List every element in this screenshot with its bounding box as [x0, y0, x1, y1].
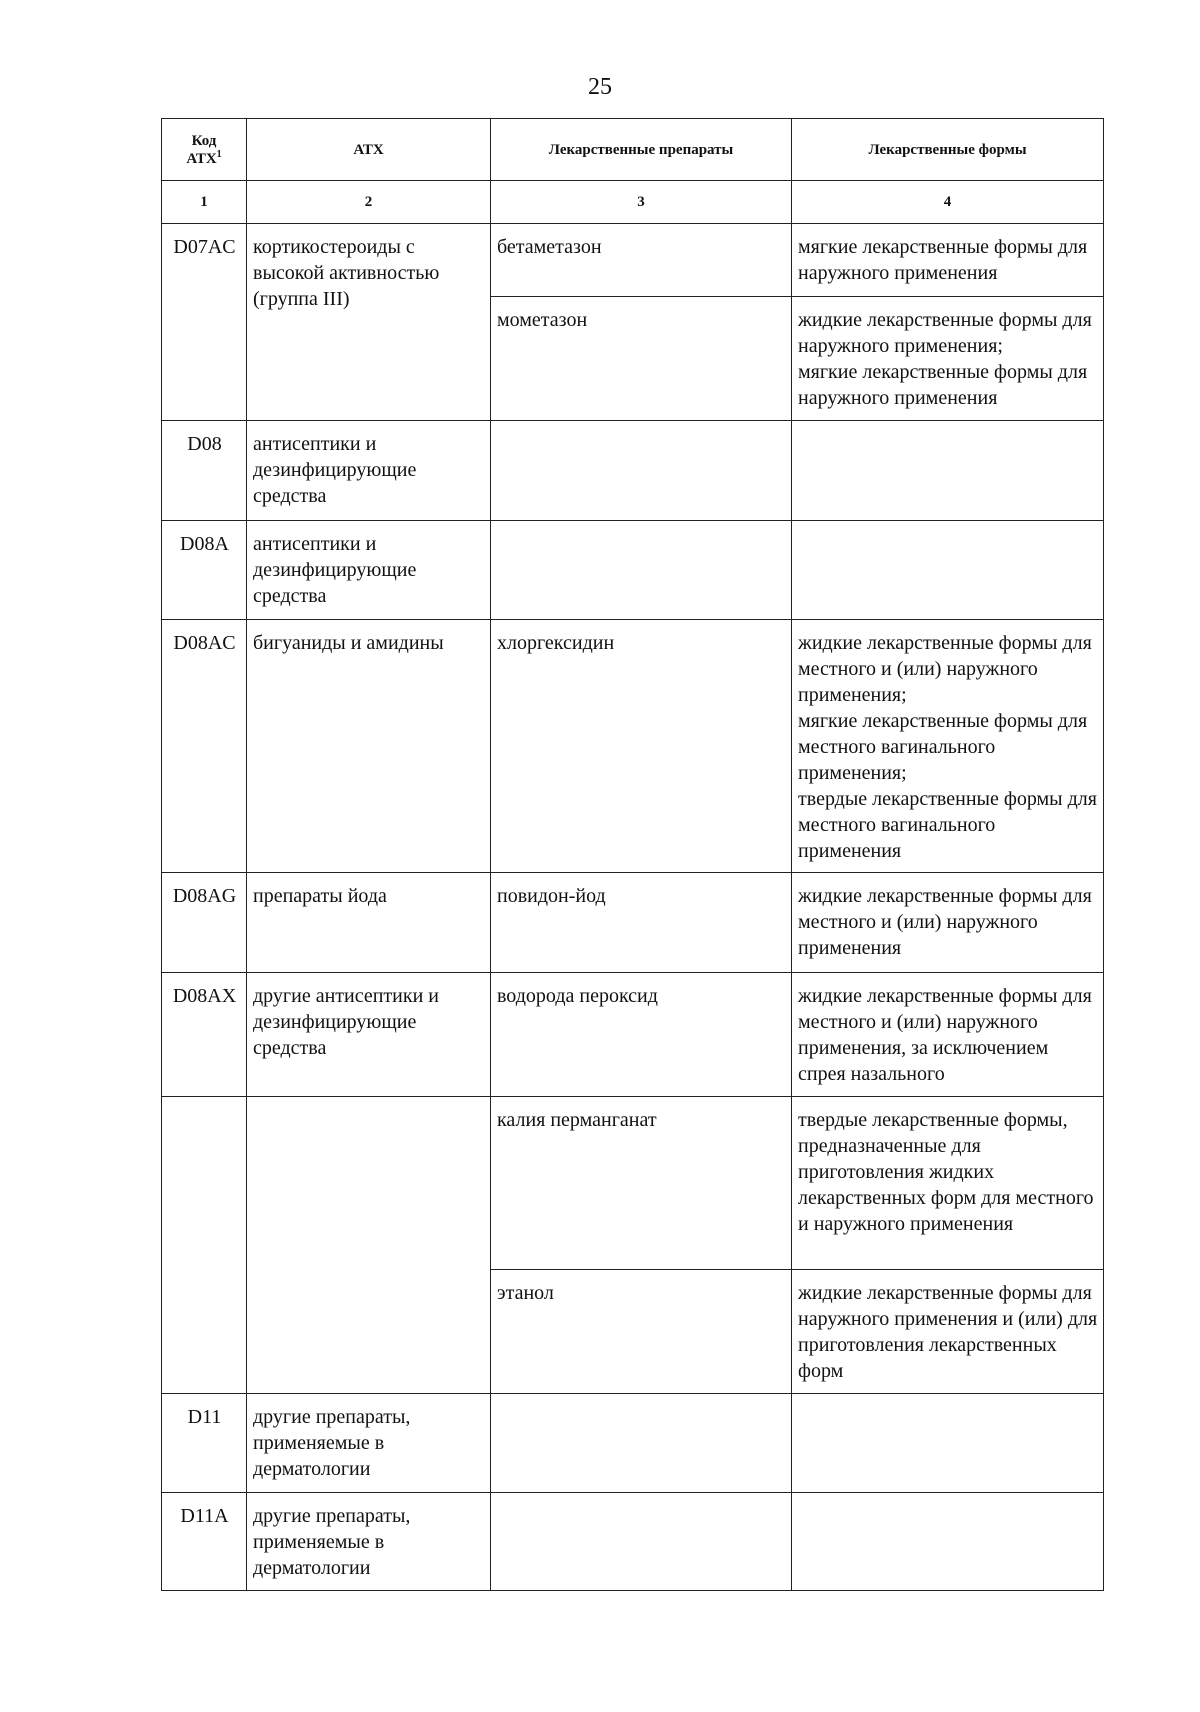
drug-name	[491, 421, 792, 521]
column-number: 4	[792, 181, 1104, 224]
atx-group: антисептики и дезинфицирующие средства	[247, 521, 491, 620]
table-row	[162, 973, 1104, 1097]
table-row	[162, 1097, 1104, 1270]
atx-table	[161, 118, 1104, 1591]
drug-name	[491, 1394, 792, 1493]
column-number: 1	[162, 181, 247, 224]
dosage-forms	[792, 873, 1104, 973]
column-number-row	[162, 181, 1104, 224]
atx-code: D08AC	[162, 620, 247, 873]
table-row	[162, 521, 1104, 620]
dosage-forms	[792, 1270, 1104, 1394]
atx-code: D08AX	[162, 973, 247, 1097]
dosage-form-line: жидкие лекарственные формы для наружного применения и (или) для приготовления лекарственных форм	[798, 1282, 1098, 1382]
atx-group: препараты йода	[247, 873, 491, 973]
drug-name: калия перманганат	[491, 1097, 792, 1270]
atx-group: другие препараты, применяемые в дерматологии	[247, 1394, 491, 1493]
atx-group: другие препараты, применяемые в дерматологии	[247, 1493, 491, 1591]
atx-group: другие антисептики и дезинфицирующие средства	[247, 973, 491, 1097]
column-number: 2	[247, 181, 491, 224]
table-row	[162, 1394, 1104, 1493]
table-row	[162, 873, 1104, 973]
table-row	[162, 1493, 1104, 1591]
drug-name	[491, 1493, 792, 1591]
column-number: 3	[491, 181, 792, 224]
atx-code: D11A	[162, 1493, 247, 1591]
header-drugs: Лекарственные препараты	[491, 119, 792, 181]
dosage-forms	[792, 297, 1104, 421]
drug-name: бетаметазон	[491, 224, 792, 297]
header-code: Код АТХ$^1$	[162, 119, 247, 181]
atx-group: кортикостероиды с высокой активностью (группа III)	[247, 224, 491, 421]
dosage-forms	[792, 1097, 1104, 1270]
atx-group: бигуаниды и амидины	[247, 620, 491, 873]
dosage-form-line: мягкие лекарственные формы для местного вагинального применения;	[798, 710, 1088, 784]
dosage-form-line: мягкие лекарственные формы для наружного применения	[798, 361, 1088, 409]
drug-name: повидон-йод	[491, 873, 792, 973]
dosage-forms	[792, 973, 1104, 1097]
atx-code: D08A	[162, 521, 247, 620]
header-row	[162, 119, 1104, 181]
atx-code: D07AC	[162, 224, 247, 421]
drug-name: водорода пероксид	[491, 973, 792, 1097]
drug-name: хлоргексидин	[491, 620, 792, 873]
atx-code: D08	[162, 421, 247, 521]
atx-code: D08AG	[162, 873, 247, 973]
dosage-forms	[792, 1394, 1104, 1493]
atx-group	[247, 1097, 491, 1394]
dosage-forms	[792, 1493, 1104, 1591]
dosage-form-line: жидкие лекарственные формы для местного и (или) наружного применения, за исключением спрея назального	[798, 985, 1092, 1085]
table-row	[162, 620, 1104, 873]
atx-group: антисептики и дезинфицирующие средства	[247, 421, 491, 521]
dosage-form-line: жидкие лекарственные формы для наружного применения;	[798, 309, 1092, 357]
table-row	[162, 224, 1104, 297]
drug-name: мометазон	[491, 297, 792, 421]
dosage-form-line: жидкие лекарственные формы для местного и (или) наружного применения;	[798, 632, 1092, 706]
dosage-forms	[792, 224, 1104, 297]
dosage-form-line: твердые лекарственные формы для местного вагинального применения	[798, 788, 1097, 862]
atx-code: D11	[162, 1394, 247, 1493]
dosage-form-line: твердые лекарственные формы, предназначенные для приготовления жидких лекарственных форм для местного и наружного применения	[798, 1109, 1094, 1235]
drug-name	[491, 521, 792, 620]
header-forms: Лекарственные формы	[792, 119, 1104, 181]
drug-name: этанол	[491, 1270, 792, 1394]
dosage-forms	[792, 620, 1104, 873]
dosage-form-line: жидкие лекарственные формы для местного и (или) наружного применения	[798, 885, 1092, 959]
table-row	[162, 421, 1104, 521]
header-atx: АТХ	[247, 119, 491, 181]
page-number: 25	[588, 74, 612, 100]
dosage-forms	[792, 421, 1104, 521]
dosage-forms	[792, 521, 1104, 620]
atx-code	[162, 1097, 247, 1394]
dosage-form-line: мягкие лекарственные формы для наружного применения	[798, 236, 1088, 284]
